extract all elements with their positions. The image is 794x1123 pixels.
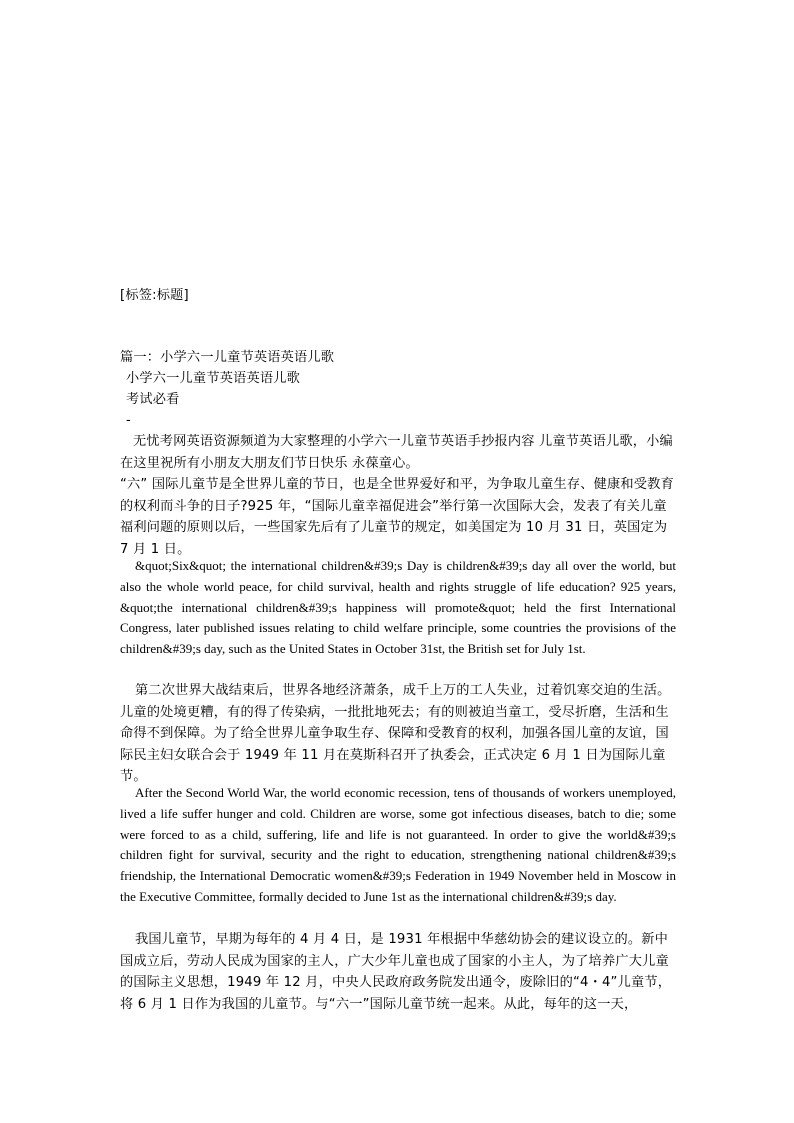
- paragraph-2-english: After the Second World War, the world economic recession, tens of thousands of workers unemployed, lived a life suffer hunger and cold. Children are worse, some got infectious diseases, batch to die; some were forced to as a child, suffering, life and life is not guaranteed. In order to give the world&#39;s children fight for survival, security and the right to education, strengthening national children&#39;s friendship, the International Democratic women&#39;s Federation in 1949 November held in Moscow in the Executive Committee, formally decided to June 1st as the international children&#39;s day.: [120, 785, 676, 904]
- paragraph-1-chinese: “六” 国际儿童节是全世界儿童的节日，也是全世界爱好和平，为争取儿童生存、健康和受教育的权利而斗争的日子?925 年，“国际儿童幸福促进会”举行第一次国际大会，发表了有关儿童福利问题的原则以后，一些国家先后有了儿童节的规定，如美国定为 10 月 31 日，英国定为 7 月 1 日。: [120, 477, 674, 557]
- exam-note: 考试必看: [126, 392, 180, 407]
- intro-paragraph: 无忧考网英语资源频道为大家整理的小学六一儿童节英语手抄报内容 儿童节英语儿歌，小编在这里祝所有小朋友大朋友们节日快乐 永葆童心。: [120, 434, 673, 471]
- paragraph-3-chinese: 我国儿童节，早期为每年的 4 月 4 日，是 1931 年根据中华慈幼协会的建议设立的。新中国成立后，劳动人民成为国家的主人，广大少年儿童也成了国家的小主人，为了培养广大儿童的国际主义思想，1949 年 12 月，中央人民政府政务院发出通令，废除旧的“4・4”儿童节，将 6 月 1 日作为我国的儿童节。与“六一”国际儿童节统一起来。从此，每年的这一天，: [120, 932, 672, 1012]
- section-title: 篇一：小学六一儿童节英语英语儿歌: [120, 350, 335, 365]
- separator-dash: -: [126, 413, 131, 428]
- tag-label: [标签:标题]: [120, 288, 189, 303]
- subtitle: 小学六一儿童节英语英语儿歌: [126, 371, 301, 386]
- paragraph-2-chinese: 第二次世界大战结束后，世界各地经济萧条，成千上万的工人失业，过着饥寒交迫的生活。儿童的处境更糟，有的得了传染病，一批批地死去；有的则被迫当童工，受尽折磨，生活和生命得不到保障。为了给全世界儿童争取生存、保障和受教育的权利，加强各国儿童的友谊，国际民主妇女联合会于 1949 年 11 月在莫斯科召开了执委会，正式决定 6 月 1 日为国际儿童节。: [120, 683, 671, 784]
- paragraph-1-english: &quot;Six&quot; the international children&#39;s Day is children&#39;s day all over the world, but also the whole world peace, for child survival, health and rights struggle of life education? 925 years, &quot;the international children&#39;s happiness will promote&quot; held the first International Congress, later published issues relating to child welfare principle, some countries the provisions of the children&#39;s day, such as the United States in October 31st, the British set for July 1st.: [120, 558, 676, 657]
